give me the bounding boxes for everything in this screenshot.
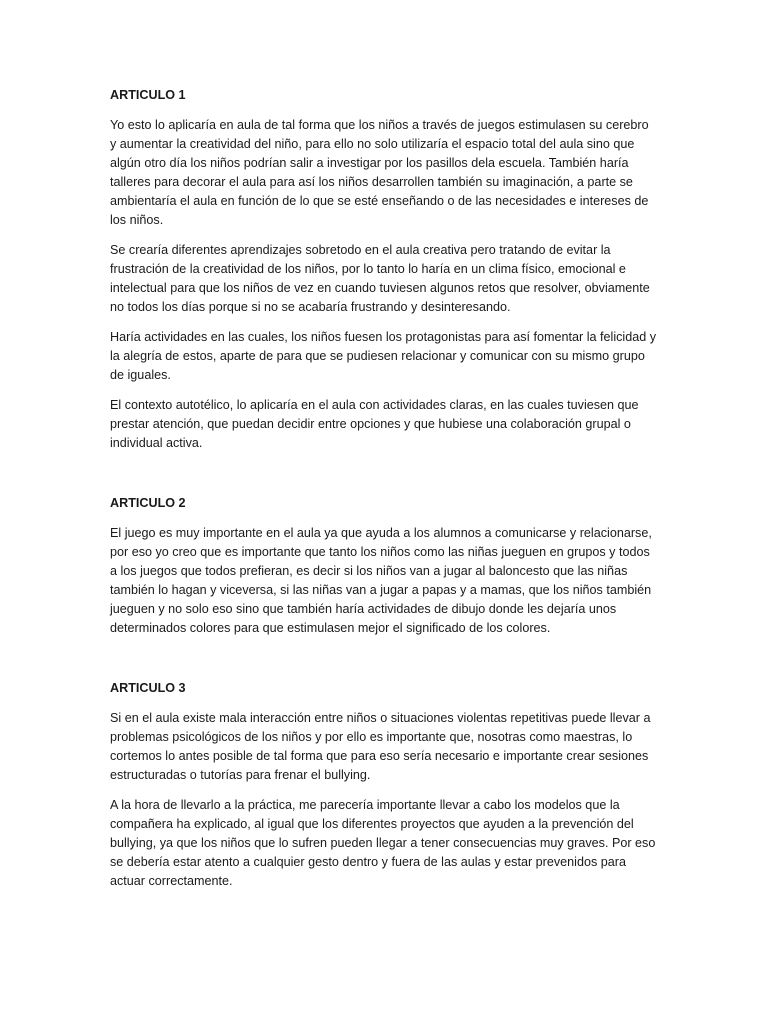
- document-page: [110, 86, 658, 902]
- paragraph: Yo esto lo aplicaría en aula de tal forma que los niños a través de juegos estimulasen su cerebro y aumentar la creatividad del niño, para ello no solo utilizaría el espacio total del aula sino que algún otro día los niños podrían salir a investigar por los pasillos dela escuela. También haría talleres para decorar el aula para así los niños desarrollen también su imaginación, a parte se ambientaría el aula en función de lo que se esté enseñando o de las necesidades e intereses de los niños.: [110, 118, 649, 227]
- section-articulo-3: [110, 679, 658, 891]
- section-title: ARTICULO 2: [110, 496, 186, 510]
- paragraph: El contexto autotélico, lo aplicaría en el aula con actividades claras, en las cuales tuviesen que prestar atención, que puedan decidir entre opciones y que hubiese una colaboración grupal o individual activa.: [110, 398, 639, 450]
- section-title: ARTICULO 1: [110, 88, 186, 102]
- section-spacer: [110, 464, 658, 494]
- paragraph: Si en el aula existe mala interacción entre niños o situaciones violentas repetitivas puede llevar a problemas psicológicos de los niños y por ello es importante que, nosotras como maestras, lo cortemos lo antes posible de tal forma que para eso sería necesario e importante crear sesiones estructuradas o tutorías para frenar el bullying.: [110, 711, 651, 782]
- section-title: ARTICULO 3: [110, 681, 186, 695]
- section-spacer: [110, 649, 658, 679]
- section-articulo-2: [110, 494, 658, 638]
- paragraph: Haría actividades en las cuales, los niños fuesen los protagonistas para así fomentar la felicidad y la alegría de estos, aparte de para que se pudiesen relacionar y comunicar con su mismo grupo de iguales.: [110, 330, 657, 382]
- section-articulo-1: [110, 86, 658, 453]
- paragraph: Se crearía diferentes aprendizajes sobretodo en el aula creativa pero tratando de evitar la frustración de la creatividad de los niños, por lo tanto lo haría en un clima físico, emocional e intelectual para que los niños de vez en cuando tuviesen algunos retos que resolver, obviamente no todos los días porque si no se acabaría frustrando y desinteresando.: [110, 243, 650, 314]
- paragraph: El juego es muy importante en el aula ya que ayuda a los alumnos a comunicarse y relacionarse, por eso yo creo que es importante que tanto los niños como las niñas jueguen en grupos y todos a los juegos que todos prefieran, es decir si los niños van a jugar al baloncesto que las niñas también lo hagan y viceversa, si las niñas van a jugar a papas y a mamas, que los niños también jueguen y no solo eso sino que también haría actividades de dibujo donde les dejaría unos determinados colores para que estimulasen mejor el significado de los colores.: [110, 526, 652, 635]
- paragraph: A la hora de llevarlo a la práctica, me parecería importante llevar a cabo los modelos que la compañera ha explicado, al igual que los diferentes proyectos que ayuden a la prevención del bullying, ya que los niños que lo sufren pueden llegar a tener consecuencias muy graves. Por eso se debería estar atento a cualquier gesto dentro y fuera de las aulas y estar prevenidos para actuar correctamente.: [110, 798, 656, 888]
